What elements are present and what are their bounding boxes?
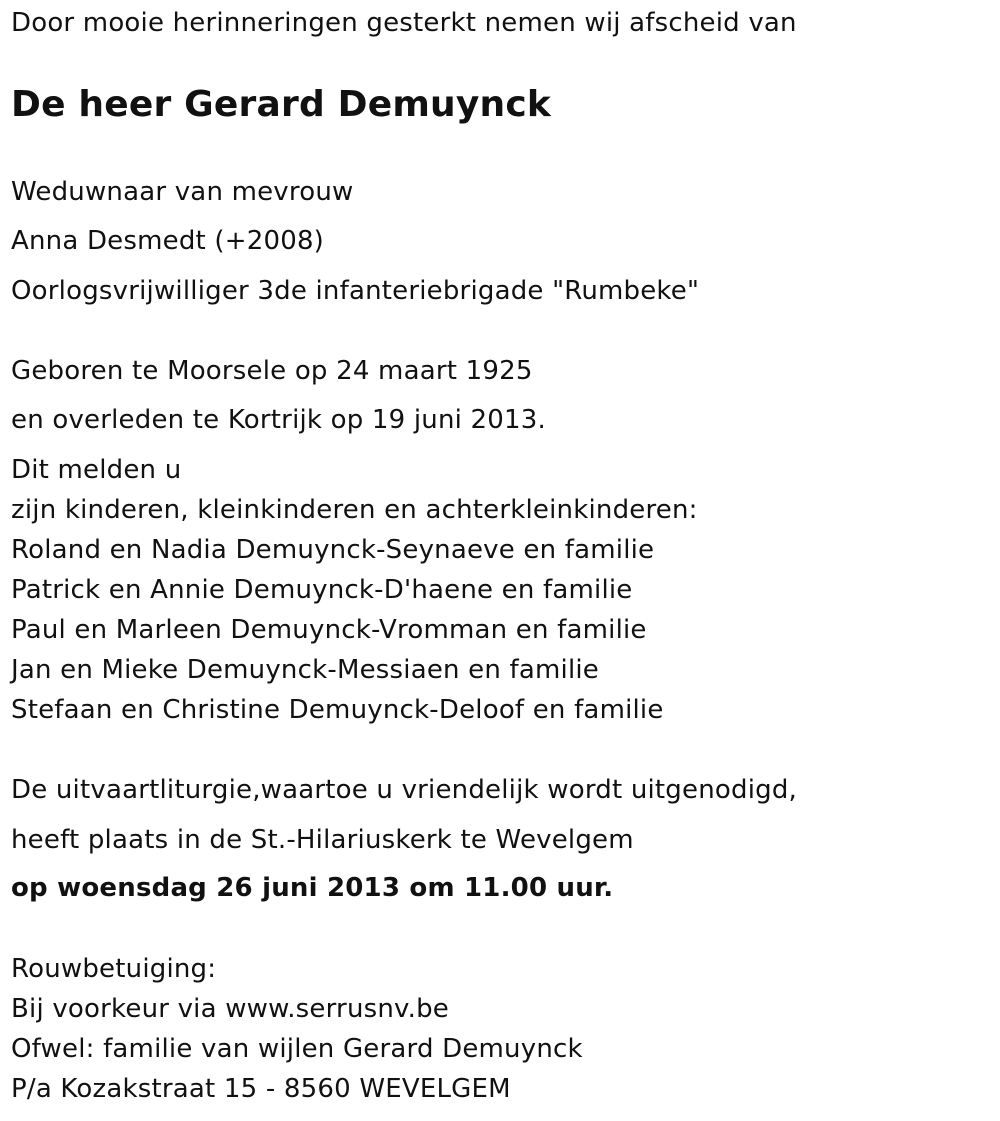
deceased-name: De heer Gerard Demuynck: [11, 84, 552, 125]
birth-info: Geboren te Moorsele op 24 maart 1925: [11, 356, 533, 386]
funeral-date: op woensdag 26 juni 2013 om 11.00 uur.: [11, 873, 614, 903]
intro-text: Door mooie herinneringen gesterkt nemen wij afscheid van: [11, 8, 797, 38]
family-member: Paul en Marleen Demuynck-Vromman en familie: [11, 615, 647, 645]
condolences-website: Bij voorkeur via www.serrusnv.be: [11, 994, 449, 1024]
condolences-alternative: Ofwel: familie van wijlen Gerard Demuynck: [11, 1034, 583, 1064]
condolences-address: P/a Kozakstraat 15 - 8560 WEVELGEM: [11, 1074, 511, 1104]
family-member: Jan en Mieke Demuynck-Messiaen en familie: [11, 655, 599, 685]
funeral-line-2: heeft plaats in de St.-Hilariuskerk te Wevelgem: [11, 825, 634, 855]
death-info: en overleden te Kortrijk op 19 juni 2013.: [11, 405, 546, 435]
family-member: Roland en Nadia Demuynck-Seynaeve en familie: [11, 535, 655, 565]
family-member: Patrick en Annie Demuynck-D'haene en familie: [11, 575, 633, 605]
spouse-name: Anna Desmedt (+2008): [11, 226, 325, 256]
funeral-line-1: De uitvaartliturgie,waartoe u vriendelijk wordt uitgenodigd,: [11, 775, 797, 805]
family-member: Stefaan en Christine Demuynck-Deloof en familie: [11, 695, 664, 725]
spouse-label: Weduwnaar van mevrouw: [11, 177, 354, 207]
military-service: Oorlogsvrijwilliger 3de infanteriebrigade "Rumbeke": [11, 276, 700, 306]
condolences-label: Rouwbetuiging:: [11, 954, 217, 984]
announcement-line-2: zijn kinderen, kleinkinderen en achterkleinkinderen:: [11, 495, 698, 525]
announcement-line-1: Dit melden u: [11, 455, 182, 485]
